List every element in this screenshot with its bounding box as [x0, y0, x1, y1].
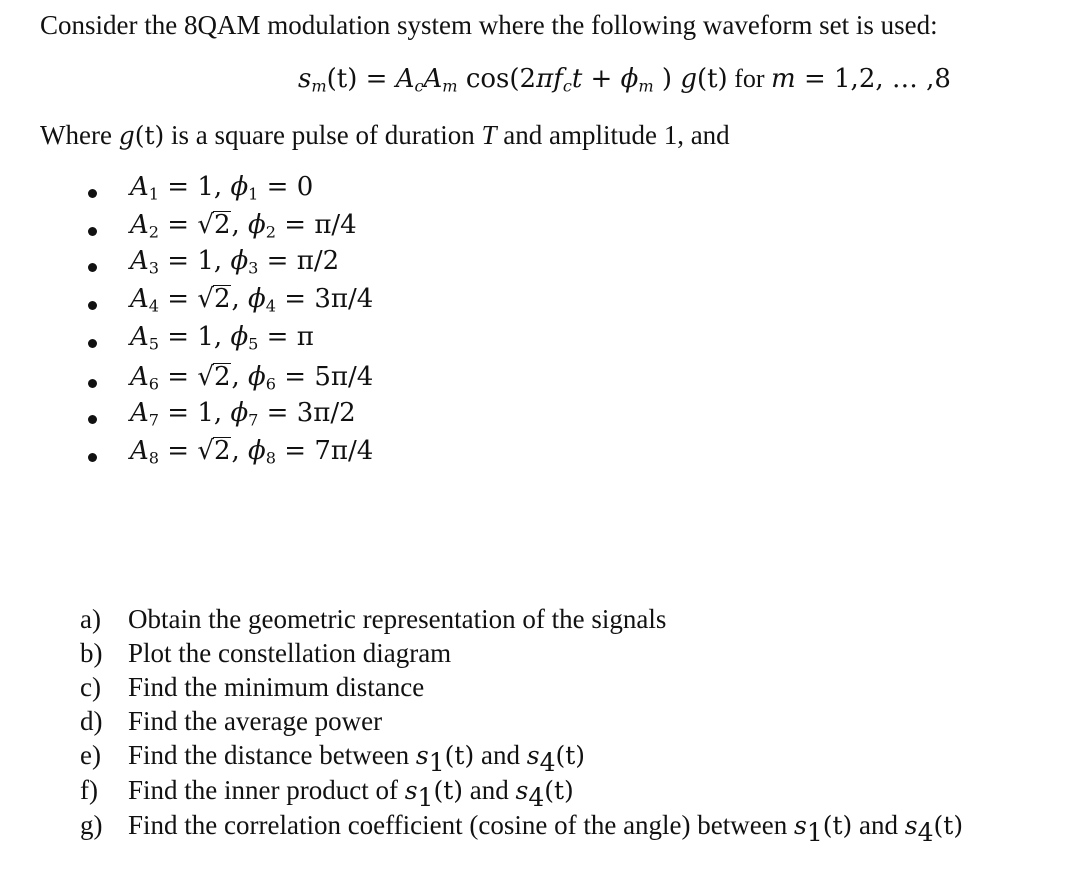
param-row-3	[130, 246, 339, 276]
eq-tphi: t +	[571, 64, 621, 94]
param-amp: 2	[213, 210, 231, 240]
question-label: c)	[80, 672, 101, 702]
param-row-7	[130, 398, 356, 428]
bullet-dot	[88, 227, 97, 236]
param-row-8: $A_8 = √2$, $\phi_8 = 7\pi/4$	[130, 436, 374, 468]
param-phi: ϕ	[230, 246, 249, 276]
q-t1: (t)	[433, 776, 464, 805]
param-phase: = π/4	[276, 210, 357, 240]
eq-s-sub: m	[311, 76, 327, 96]
q-and: and	[474, 740, 527, 770]
param-phi-sub: 1	[248, 184, 259, 204]
q-t2: (t)	[555, 741, 586, 770]
param-phi-sub: 7	[248, 410, 259, 430]
eq-f: f	[553, 64, 563, 94]
q-s4-sub: 4	[539, 748, 556, 777]
q-t2: (t)	[933, 811, 964, 840]
param-amp-eq: =	[159, 398, 198, 428]
eq-g: g	[680, 64, 697, 94]
param-A-sub: 6	[148, 374, 160, 394]
question-label: a)	[80, 604, 101, 634]
bullet-dot	[88, 379, 97, 388]
param-row-4: $A_4 = √2$, $\phi_4 = 3\pi/4$	[130, 284, 374, 316]
eq-close: )	[653, 64, 681, 94]
eq-s: s	[298, 64, 312, 94]
eq-t: (t)	[326, 64, 358, 94]
param-phi-sub: 8	[265, 448, 276, 468]
question-label: g)	[80, 810, 103, 840]
param-sep: ,	[231, 284, 249, 314]
param-A-sub: 8	[148, 448, 160, 468]
waveform-equation	[298, 64, 951, 94]
param-phase: = 0	[258, 172, 314, 202]
eq-phi-sub: m	[638, 76, 654, 96]
bullet-dot	[88, 453, 97, 462]
param-A: A	[130, 210, 149, 240]
question-label: e)	[80, 740, 101, 770]
param-sep: ,	[231, 210, 249, 240]
param-phi-sub: 6	[265, 374, 276, 394]
param-amp: 1	[197, 398, 214, 428]
q-s1-sub: 1	[806, 818, 823, 847]
question-label: b)	[80, 638, 103, 668]
question-text: Find the correlation coefficient (cosine of the angle) between	[128, 810, 794, 840]
param-sep: ,	[231, 436, 249, 466]
q-t1: (t)	[444, 741, 475, 770]
param-phase: = 7π/4	[276, 436, 374, 466]
param-phi: ϕ	[230, 172, 249, 202]
bullet-dot	[88, 415, 97, 424]
eq-for: for	[727, 64, 772, 93]
eq-f-sub: c	[562, 76, 572, 96]
question-item	[80, 738, 586, 777]
param-phi: ϕ	[248, 284, 266, 314]
param-A: A	[130, 172, 149, 202]
param-phi: ϕ	[248, 362, 266, 392]
param-row-5	[130, 322, 314, 352]
q-s1-sub: 1	[428, 748, 445, 777]
q-t2: (t)	[544, 776, 574, 805]
param-row-2: $A_2 = √2$, $\phi_2 = \pi/4$	[130, 210, 357, 242]
eq-cos: cos(2	[465, 64, 537, 94]
param-phi: ϕ	[230, 398, 249, 428]
eq-gt: (t)	[696, 64, 728, 94]
q-s4-sub: 4	[917, 818, 934, 847]
where-text	[40, 118, 730, 153]
param-row-1	[130, 172, 313, 202]
param-sep: ,	[231, 362, 249, 392]
eq-Ac-sub: c	[414, 76, 424, 96]
param-phi: ϕ	[230, 322, 249, 352]
param-sep: ,	[213, 398, 231, 428]
question-item	[80, 704, 382, 738]
where-g: g	[118, 121, 135, 150]
q-s4: s	[904, 811, 918, 840]
eq-Am: A	[423, 64, 443, 94]
param-phase: = π	[258, 322, 314, 352]
param-sep: ,	[213, 246, 231, 276]
where-prefix: Where	[40, 120, 119, 150]
param-phase: = π/2	[258, 246, 340, 276]
param-A-sub: 1	[148, 184, 160, 204]
param-A: A	[130, 284, 149, 314]
intro-text: Consider the 8QAM modulation system where the following waveform set is used:	[40, 10, 938, 40]
param-phase: = 5π/4	[276, 362, 374, 392]
question-item	[80, 636, 451, 670]
bullet-dot	[88, 301, 97, 310]
q-s4-sub: 4	[528, 783, 545, 812]
param-phi-sub: 5	[248, 334, 259, 354]
param-amp-eq: =	[159, 172, 198, 202]
param-phi-sub: 3	[248, 258, 259, 278]
question-item	[80, 773, 574, 812]
param-sep: ,	[213, 172, 231, 202]
param-phase: = 3π/4	[276, 284, 374, 314]
q-s1-sub: 1	[417, 783, 434, 812]
question-item	[80, 670, 424, 704]
param-sep: ,	[213, 322, 231, 352]
param-amp: 1	[197, 322, 214, 352]
param-amp-eq: =	[159, 210, 198, 240]
q-s1: s	[415, 741, 429, 770]
where-suffix: and amplitude 1, and	[496, 120, 730, 150]
param-amp: 2	[213, 284, 231, 314]
q-s1: s	[404, 776, 418, 805]
param-phase: = 3π/2	[258, 398, 356, 428]
param-A: A	[130, 398, 149, 428]
question-text: Obtain the geometric representation of the signals	[128, 604, 667, 634]
param-A: A	[130, 362, 149, 392]
param-amp-eq: =	[159, 436, 198, 466]
param-A: A	[130, 246, 149, 276]
question-item	[80, 602, 666, 636]
param-amp-eq: =	[159, 362, 198, 392]
eq-phi: ϕ	[620, 64, 639, 94]
param-amp: 1	[197, 246, 214, 276]
param-phi-sub: 4	[265, 296, 276, 316]
eq-equals: =	[357, 64, 396, 94]
where-gt: (t)	[134, 121, 165, 150]
eq-range: = 1,2, … ,8	[795, 64, 951, 94]
bullet-dot	[88, 339, 97, 348]
q-and: and	[852, 810, 905, 840]
param-A-sub: 7	[148, 410, 160, 430]
param-amp-eq: =	[159, 322, 198, 352]
q-s4: s	[515, 776, 529, 805]
bullet-dot	[88, 189, 97, 198]
eq-m: m	[771, 64, 796, 94]
q-s4: s	[526, 741, 540, 770]
eq-pi: π	[536, 64, 554, 94]
param-amp-eq: =	[159, 284, 198, 314]
param-A-sub: 5	[148, 334, 160, 354]
question-label: d)	[80, 706, 103, 736]
param-amp-eq: =	[159, 246, 198, 276]
question-text: Find the minimum distance	[128, 672, 425, 702]
param-row-6: $A_6 = √2$, $\phi_6 = 5\pi/4$	[130, 362, 374, 394]
where-T: T	[481, 120, 497, 150]
param-A: A	[130, 322, 149, 352]
eq-Am-sub: m	[442, 76, 458, 96]
where-mid: is a square pulse of duration	[164, 120, 482, 150]
question-text: Plot the constellation diagram	[128, 638, 452, 668]
param-amp: 1	[197, 172, 214, 202]
bullet-dot	[88, 263, 97, 272]
eq-Ac: A	[395, 64, 415, 94]
param-amp: 2	[213, 436, 231, 466]
param-amp: 2	[213, 362, 231, 392]
question-text: Find the average power	[128, 706, 383, 736]
q-s1: s	[793, 811, 807, 840]
question-label: f)	[80, 775, 98, 805]
question-item	[80, 808, 964, 847]
q-t1: (t)	[822, 811, 853, 840]
param-phi: ϕ	[248, 436, 266, 466]
question-text: Find the distance between	[128, 740, 416, 770]
param-A-sub: 2	[148, 222, 160, 242]
param-A-sub: 4	[148, 296, 160, 316]
param-A-sub: 3	[148, 258, 160, 278]
param-phi: ϕ	[248, 210, 266, 240]
param-phi-sub: 2	[265, 222, 276, 242]
question-text: Find the inner product of	[128, 775, 405, 805]
q-and: and	[463, 775, 516, 805]
param-A: A	[130, 436, 149, 466]
